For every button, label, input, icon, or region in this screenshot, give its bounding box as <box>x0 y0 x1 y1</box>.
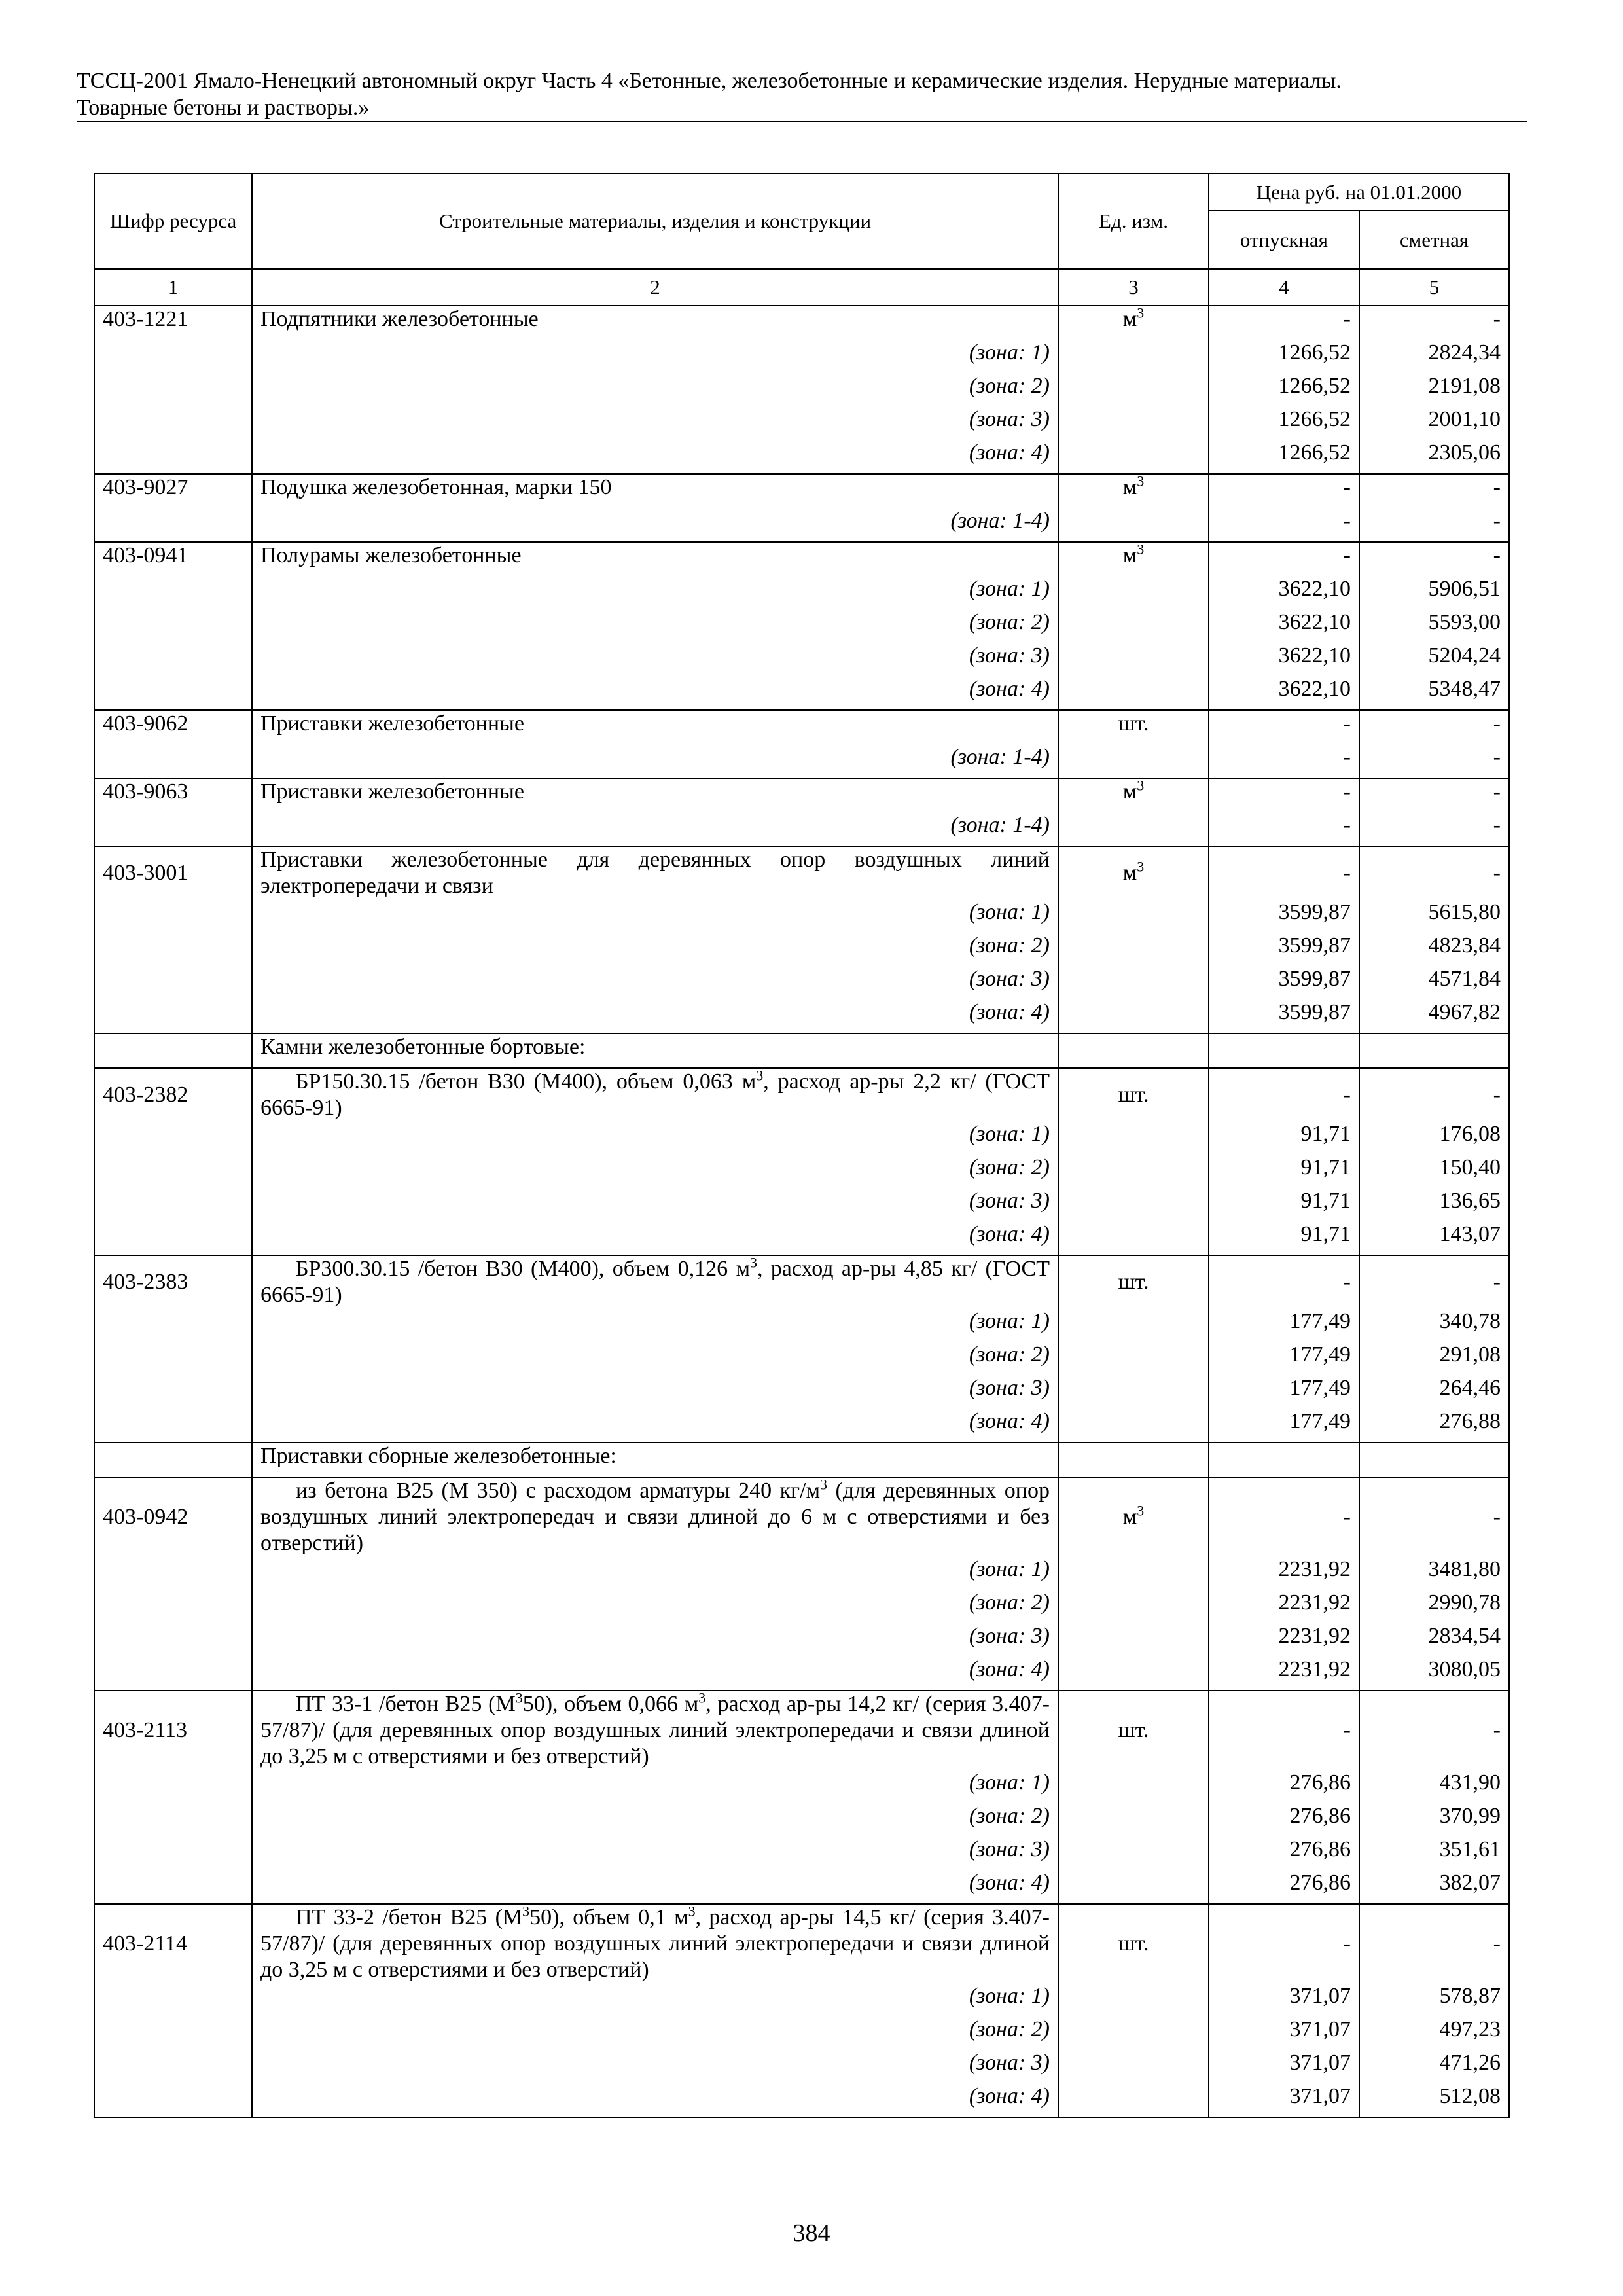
price-estimate: 578,87 <box>1359 1983 1509 2017</box>
resource-name: Полурамы железобетонные <box>252 542 1058 576</box>
price-release: 177,49 <box>1209 1342 1359 1375</box>
price-estimate: - <box>1359 1691 1509 1770</box>
resource-code: 403-9063 <box>94 778 252 812</box>
zone-label: (зона: 2) <box>252 2017 1058 2050</box>
price-release: 276,86 <box>1209 1870 1359 1904</box>
price-estimate: - <box>1359 1068 1509 1121</box>
zone-label: (зона: 4) <box>252 999 1058 1033</box>
zone-label: (зона: 1) <box>252 1983 1058 2017</box>
price-release: 3622,10 <box>1209 576 1359 609</box>
price-table <box>94 173 1510 2118</box>
price-estimate: - <box>1359 744 1509 778</box>
price-estimate: 5593,00 <box>1359 609 1509 643</box>
price-release: 2231,92 <box>1209 1556 1359 1590</box>
price-release: - <box>1209 1068 1359 1121</box>
price-release: - <box>1209 778 1359 812</box>
resource-code: 403-3001 <box>94 846 252 899</box>
price-estimate: 370,99 <box>1359 1803 1509 1837</box>
col-number: 5 <box>1359 269 1509 306</box>
col-header-code: Шифр ресурса <box>94 173 252 269</box>
unit: $м^3$ <box>1058 542 1209 576</box>
price-release: - <box>1209 812 1359 846</box>
zone-label: (зона: 2) <box>252 1803 1058 1837</box>
col-number: 4 <box>1209 269 1359 306</box>
price-estimate: - <box>1359 778 1509 812</box>
resource-name: Подушка железобетонная, марки 150 <box>252 474 1058 508</box>
resource-code: 403-9062 <box>94 710 252 744</box>
col-header-price: Цена руб. на 01.01.2000 <box>1209 173 1509 211</box>
price-release: 3622,10 <box>1209 609 1359 643</box>
price-estimate: 3481,80 <box>1359 1556 1509 1590</box>
price-estimate: 136,65 <box>1359 1188 1509 1221</box>
zone-label: (зона: 3) <box>252 966 1058 999</box>
col-header-release: отпускная <box>1209 211 1359 269</box>
col-number: 3 <box>1058 269 1209 306</box>
price-release: - <box>1209 542 1359 576</box>
resource-code: 403-2383 <box>94 1255 252 1308</box>
price-release: 371,07 <box>1209 1983 1359 2017</box>
price-release: 1266,52 <box>1209 373 1359 406</box>
resource-name: Приставки железобетонные <box>252 778 1058 812</box>
resource-name: БР300.30.15 /бетон В30 (М400), объем 0,126 $м^3$, расход ар-ры 4,85 кг/ (ГОСТ 6665-91) <box>252 1255 1058 1308</box>
resource-code: 403-2113 <box>94 1691 252 1770</box>
unit: шт. <box>1058 1691 1209 1770</box>
price-estimate: - <box>1359 710 1509 744</box>
zone-label: (зона: 4) <box>252 1408 1058 1443</box>
price-estimate: 143,07 <box>1359 1221 1509 1255</box>
unit: $м^3$ <box>1058 474 1209 508</box>
price-estimate: - <box>1359 306 1509 340</box>
price-release: 276,86 <box>1209 1803 1359 1837</box>
zone-label: (зона: 4) <box>252 676 1058 710</box>
header-line-2: Товарные бетоны и растворы.» <box>77 96 370 120</box>
price-estimate: 5204,24 <box>1359 643 1509 676</box>
col-number: 1 <box>94 269 252 306</box>
unit: шт. <box>1058 1904 1209 1983</box>
unit: шт. <box>1058 1068 1209 1121</box>
price-estimate: 431,90 <box>1359 1770 1509 1803</box>
unit: $м^3$ <box>1058 846 1209 899</box>
price-release: 177,49 <box>1209 1408 1359 1443</box>
zone-label: (зона: 3) <box>252 1623 1058 1657</box>
price-estimate: - <box>1359 508 1509 542</box>
zone-label: (зона: 4) <box>252 1657 1058 1691</box>
unit: шт. <box>1058 1255 1209 1308</box>
zone-label: (зона: 3) <box>252 406 1058 440</box>
price-estimate: - <box>1359 474 1509 508</box>
price-release: 276,86 <box>1209 1770 1359 1803</box>
price-release: 3622,10 <box>1209 643 1359 676</box>
price-estimate: - <box>1359 812 1509 846</box>
price-estimate: 471,26 <box>1359 2050 1509 2083</box>
resource-code: 403-0942 <box>94 1477 252 1556</box>
zone-label: (зона: 2) <box>252 1590 1058 1623</box>
price-estimate: 4823,84 <box>1359 933 1509 966</box>
zone-label: (зона: 1-4) <box>252 812 1058 846</box>
resource-code: 403-1221 <box>94 306 252 340</box>
price-release: 1266,52 <box>1209 440 1359 474</box>
zone-label: (зона: 2) <box>252 933 1058 966</box>
resource-code: 403-0941 <box>94 542 252 576</box>
price-release: - <box>1209 744 1359 778</box>
unit: шт. <box>1058 710 1209 744</box>
price-estimate: - <box>1359 1904 1509 1983</box>
zone-label: (зона: 3) <box>252 643 1058 676</box>
zone-label: (зона: 2) <box>252 1342 1058 1375</box>
price-estimate: 512,08 <box>1359 2083 1509 2117</box>
zone-label: (зона: 2) <box>252 1155 1058 1188</box>
price-release: 3599,87 <box>1209 966 1359 999</box>
zone-label: (зона: 2) <box>252 609 1058 643</box>
unit: $м^3$ <box>1058 1477 1209 1556</box>
zone-label: (зона: 1) <box>252 1556 1058 1590</box>
zone-label: (зона: 3) <box>252 1375 1058 1408</box>
section-heading: Камни железобетонные бортовые: <box>252 1033 1058 1068</box>
price-estimate: 3080,05 <box>1359 1657 1509 1691</box>
page-number: 384 <box>793 2219 830 2247</box>
zone-label: (зона: 1) <box>252 1770 1058 1803</box>
price-release: - <box>1209 1477 1359 1556</box>
zone-label: (зона: 4) <box>252 2083 1058 2117</box>
price-estimate: 2824,34 <box>1359 340 1509 373</box>
price-estimate: 382,07 <box>1359 1870 1509 1904</box>
price-estimate: 5615,80 <box>1359 899 1509 933</box>
resource-name: Приставки железобетонные для деревянных опор воздушных линий электропередачи и связи <box>252 846 1058 899</box>
zone-label: (зона: 3) <box>252 2050 1058 2083</box>
price-release: - <box>1209 710 1359 744</box>
resource-name: из бетона В25 (М 350) с расходом арматуры 240 $кг/м^3$ (для деревянных опор воздушных линий электропередач и связи длиной до 6 м с отверстиями и без отверстий) <box>252 1477 1058 1556</box>
zone-label: (зона: 1) <box>252 1121 1058 1155</box>
price-release: - <box>1209 846 1359 899</box>
price-estimate: 2990,78 <box>1359 1590 1509 1623</box>
zone-label: (зона: 3) <box>252 1188 1058 1221</box>
price-release: - <box>1209 474 1359 508</box>
zone-label: (зона: 4) <box>252 1221 1058 1255</box>
price-estimate: 497,23 <box>1359 2017 1509 2050</box>
zone-label: (зона: 2) <box>252 373 1058 406</box>
zone-label: (зона: 1) <box>252 899 1058 933</box>
price-release: 91,71 <box>1209 1221 1359 1255</box>
price-release: - <box>1209 1255 1359 1308</box>
price-estimate: - <box>1359 542 1509 576</box>
resource-name: Приставки железобетонные <box>252 710 1058 744</box>
col-header-name: Строительные материалы, изделия и конструкции <box>252 173 1058 269</box>
price-estimate: 4967,82 <box>1359 999 1509 1033</box>
price-estimate: 276,88 <box>1359 1408 1509 1443</box>
price-release: 371,07 <box>1209 2017 1359 2050</box>
zone-label: (зона: 1) <box>252 1308 1058 1342</box>
price-estimate: 4571,84 <box>1359 966 1509 999</box>
price-release: 2231,92 <box>1209 1590 1359 1623</box>
price-release: - <box>1209 306 1359 340</box>
price-release: 3599,87 <box>1209 933 1359 966</box>
price-estimate: 340,78 <box>1359 1308 1509 1342</box>
zone-label: (зона: 1-4) <box>252 744 1058 778</box>
price-release: - <box>1209 1904 1359 1983</box>
price-estimate: 2305,06 <box>1359 440 1509 474</box>
price-release: 3599,87 <box>1209 899 1359 933</box>
resource-name: ПТ 33-1 /бетон В25 $(М^350)$, объем 0,066 $м^3$, расход ар-ры 14,2 кг/ (серия 3.407-57/87)/ (для деревянных опор воздушных линий электропередачи и связи длиной до 3,25 м с отверстиями и без отверстий) <box>252 1691 1058 1770</box>
price-estimate: 5348,47 <box>1359 676 1509 710</box>
resource-code: 403-2114 <box>94 1904 252 1983</box>
price-release: 3622,10 <box>1209 676 1359 710</box>
col-header-unit: Ед. изм. <box>1058 173 1209 269</box>
resource-name: Подпятники железобетонные <box>252 306 1058 340</box>
price-release: 276,86 <box>1209 1837 1359 1870</box>
price-release: 91,71 <box>1209 1188 1359 1221</box>
price-release: 2231,92 <box>1209 1657 1359 1691</box>
resource-name: БР150.30.15 /бетон В30 (М400), объем 0,063 $м^3$, расход ар-ры 2,2 кг/ (ГОСТ 6665-91) <box>252 1068 1058 1121</box>
col-number: 2 <box>252 269 1058 306</box>
price-estimate: 2834,54 <box>1359 1623 1509 1657</box>
col-header-estimate: сметная <box>1359 211 1509 269</box>
resource-code: 403-2382 <box>94 1068 252 1121</box>
price-release: - <box>1209 1691 1359 1770</box>
document-header <box>77 67 1527 121</box>
price-release: 91,71 <box>1209 1155 1359 1188</box>
price-release: 1266,52 <box>1209 406 1359 440</box>
price-estimate: - <box>1359 1477 1509 1556</box>
price-estimate: 2001,10 <box>1359 406 1509 440</box>
zone-label: (зона: 1-4) <box>252 508 1058 542</box>
price-estimate: 351,61 <box>1359 1837 1509 1870</box>
header-line-1: ТССЦ-2001 Ямало-Ненецкий автономный округ Часть 4 «Бетонные, железобетонные и керамические изделия. Нерудные материалы. <box>77 69 1342 93</box>
unit: $м^3$ <box>1058 778 1209 812</box>
unit: $м^3$ <box>1058 306 1209 340</box>
price-release: 371,07 <box>1209 2050 1359 2083</box>
header-rule <box>77 121 1527 122</box>
price-estimate: 291,08 <box>1359 1342 1509 1375</box>
zone-label: (зона: 1) <box>252 340 1058 373</box>
price-release: 371,07 <box>1209 2083 1359 2117</box>
price-estimate: 2191,08 <box>1359 373 1509 406</box>
price-release: - <box>1209 508 1359 542</box>
price-release: 91,71 <box>1209 1121 1359 1155</box>
zone-label: (зона: 4) <box>252 1870 1058 1904</box>
price-release: 177,49 <box>1209 1308 1359 1342</box>
section-heading: Приставки сборные железобетонные: <box>252 1443 1058 1477</box>
price-estimate: 264,46 <box>1359 1375 1509 1408</box>
price-release: 3599,87 <box>1209 999 1359 1033</box>
price-estimate: 150,40 <box>1359 1155 1509 1188</box>
price-release: 177,49 <box>1209 1375 1359 1408</box>
resource-name: ПТ 33-2 /бетон В25 $(М^350)$, объем 0,1 $м^3$, расход ар-ры 14,5 кг/ (серия 3.407-57/87)/ (для деревянных опор воздушных линий электропередачи и связи длиной до 3,25 м с отверстиями и без отверстий) <box>252 1904 1058 1983</box>
price-estimate: - <box>1359 846 1509 899</box>
zone-label: (зона: 1) <box>252 576 1058 609</box>
price-release: 2231,92 <box>1209 1623 1359 1657</box>
price-release: 1266,52 <box>1209 340 1359 373</box>
resource-code: 403-9027 <box>94 474 252 508</box>
price-estimate: - <box>1359 1255 1509 1308</box>
zone-label: (зона: 4) <box>252 440 1058 474</box>
zone-label: (зона: 3) <box>252 1837 1058 1870</box>
price-estimate: 5906,51 <box>1359 576 1509 609</box>
price-estimate: 176,08 <box>1359 1121 1509 1155</box>
